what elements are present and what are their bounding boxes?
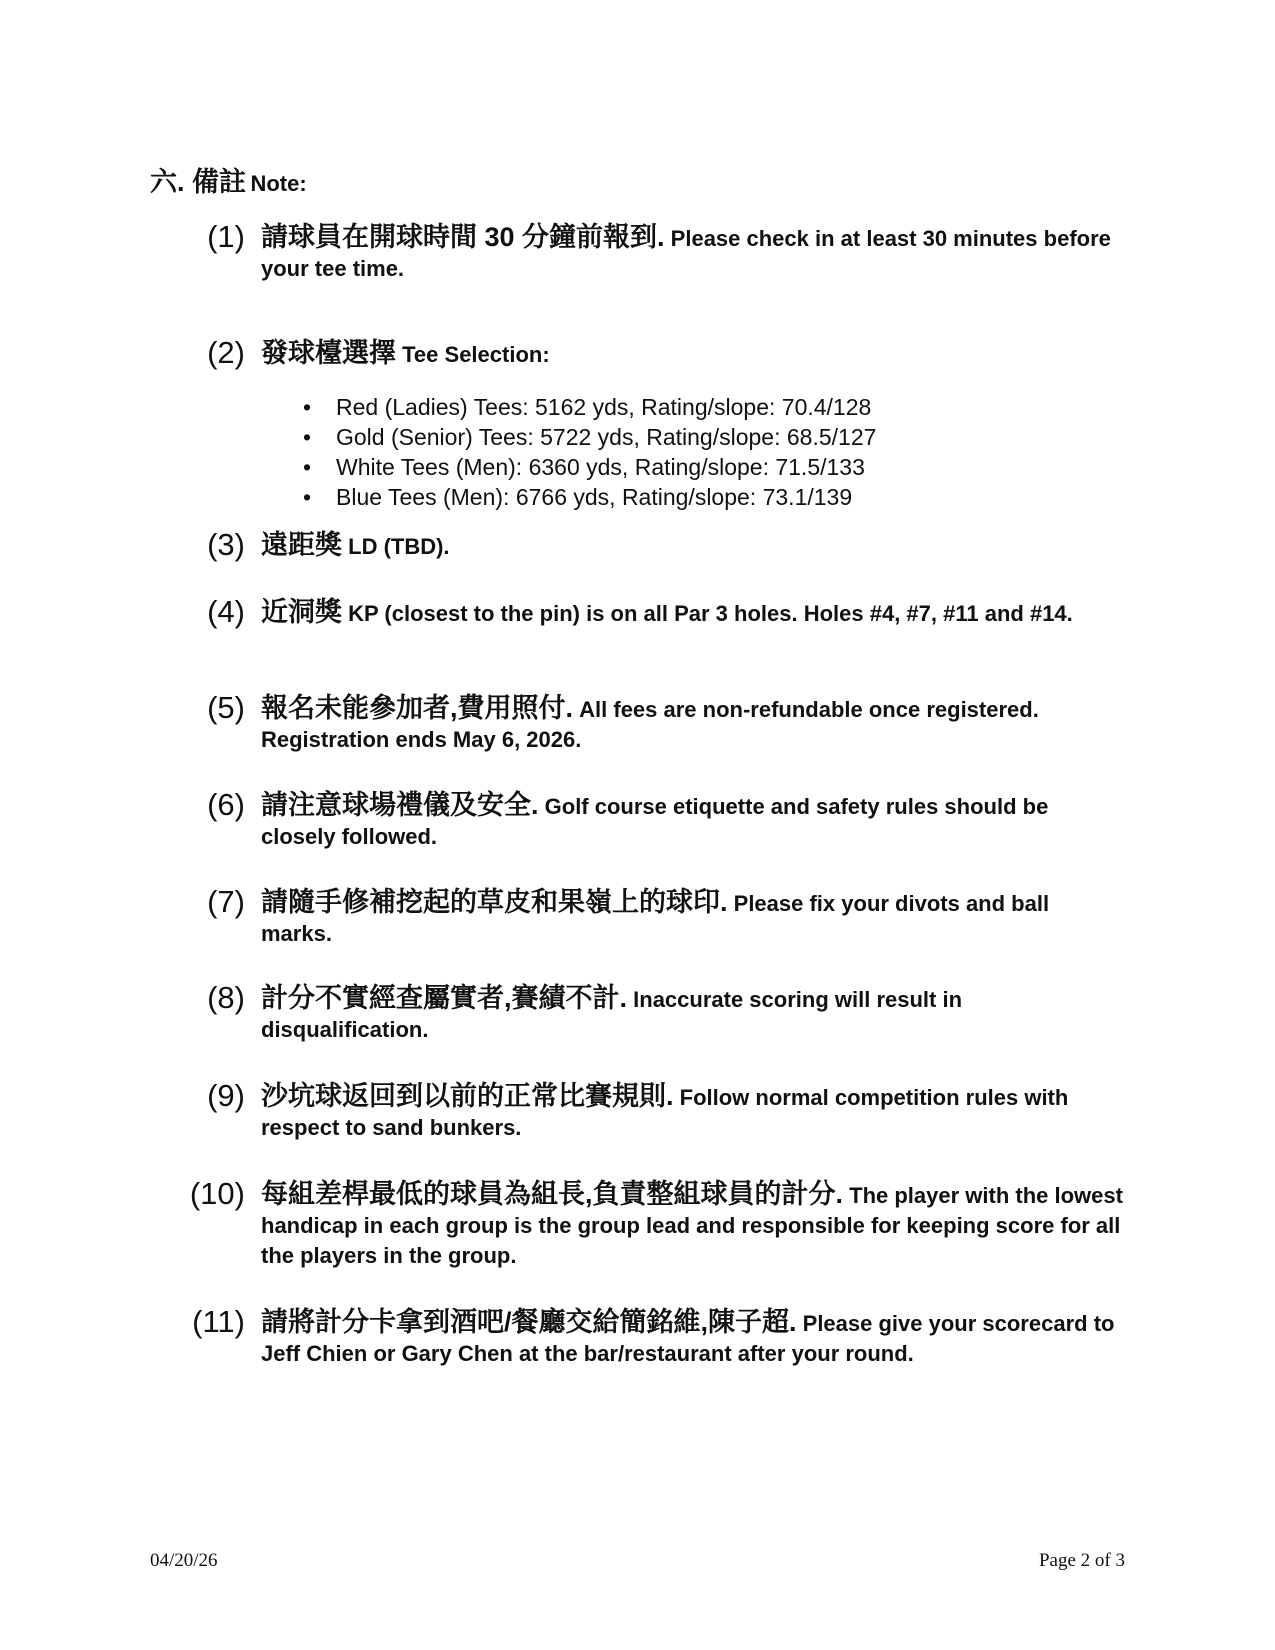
note-number: (9) bbox=[207, 1078, 245, 1113]
footer-page-number: Page 2 of 3 bbox=[1038, 1550, 1125, 1571]
tee-text: Red (Ladies) Tees: 5162 yds, Rating/slope: 70.4/128 bbox=[336, 394, 872, 420]
section-heading bbox=[150, 160, 307, 199]
note-text-zh: 請隨手修補挖起的草皮和果嶺上的球印. bbox=[261, 887, 728, 917]
note-text-zh: 發球檯選擇 bbox=[261, 338, 396, 368]
bullet-icon: • bbox=[303, 394, 312, 420]
note-number: (10) bbox=[189, 1176, 245, 1211]
note-text-zh: 報名未能參加者,費用照付. bbox=[261, 693, 574, 723]
note-text-zh: 請將計分卡拿到酒吧/餐廳交給簡銘維,陳子超. bbox=[261, 1307, 797, 1337]
note-text-zh: 請注意球場禮儀及安全. bbox=[261, 790, 539, 820]
tee-list-item bbox=[303, 452, 876, 482]
note-text-zh: 計分不實經查屬實者,賽績不計. bbox=[261, 983, 628, 1013]
note-2 bbox=[185, 335, 1125, 370]
note-text-en: Inaccurate scoring will result in disqualification. bbox=[261, 987, 963, 1042]
tee-selection-list bbox=[303, 392, 876, 512]
note-6 bbox=[185, 787, 1125, 852]
bullet-icon: • bbox=[303, 454, 312, 480]
note-7 bbox=[185, 884, 1125, 949]
note-4 bbox=[185, 594, 1125, 629]
note-8 bbox=[185, 980, 1125, 1045]
note-text-en: Please give your scorecard to Jeff Chien or Gary Chen at the bar/restaurant after your round. bbox=[261, 1311, 1115, 1366]
bullet-icon: • bbox=[303, 484, 312, 510]
note-text-en: Please check in at least 30 minutes before your tee time. bbox=[261, 226, 1111, 281]
note-text-en: KP (closest to the pin) is on all Par 3 holes. Holes #4, #7, #11 and #14. bbox=[348, 601, 1073, 626]
note-11 bbox=[185, 1304, 1125, 1369]
note-text bbox=[261, 983, 1125, 1045]
tee-list-item bbox=[303, 422, 876, 452]
note-number: (5) bbox=[207, 690, 245, 725]
note-1 bbox=[185, 219, 1125, 284]
note-text-zh: 請球員在開球時間 30 分鐘前報到. bbox=[261, 222, 665, 252]
note-text-en: Tee Selection: bbox=[402, 342, 550, 367]
note-text-en: All fees are non-refundable once registered. Registration ends May 6, 2026. bbox=[261, 697, 1039, 752]
note-text-en: Golf course etiquette and safety rules should be closely followed. bbox=[261, 794, 1049, 849]
tee-text: Gold (Senior) Tees: 5722 yds, Rating/slope: 68.5/127 bbox=[336, 424, 877, 450]
note-text-zh: 近洞獎 bbox=[261, 597, 342, 627]
note-number: (8) bbox=[207, 980, 245, 1015]
note-number: (4) bbox=[207, 594, 245, 629]
bullet-icon: • bbox=[303, 424, 312, 450]
note-text bbox=[261, 338, 1125, 370]
note-text bbox=[261, 1307, 1125, 1369]
section-heading-en: Note: bbox=[250, 171, 307, 196]
tee-text: White Tees (Men): 6360 yds, Rating/slope: 71.5/133 bbox=[336, 454, 865, 480]
section-heading-zh: 六. 備註 bbox=[150, 167, 247, 197]
note-10 bbox=[185, 1176, 1125, 1271]
note-text-zh: 遠距獎 bbox=[261, 530, 342, 560]
note-number: (1) bbox=[207, 219, 245, 254]
tee-text: Blue Tees (Men): 6766 yds, Rating/slope: 73.1/139 bbox=[336, 484, 853, 510]
note-text bbox=[261, 1081, 1125, 1143]
note-text bbox=[261, 693, 1125, 755]
note-number: (3) bbox=[207, 527, 245, 562]
note-5 bbox=[185, 690, 1125, 755]
note-text-zh: 沙坑球返回到以前的正常比賽規則. bbox=[261, 1081, 674, 1111]
note-text bbox=[261, 887, 1125, 949]
note-number: (6) bbox=[207, 787, 245, 822]
note-text bbox=[261, 790, 1125, 852]
note-text-en: LD (TBD). bbox=[348, 534, 450, 559]
note-text-en: Please fix your divots and ball marks. bbox=[261, 891, 1050, 946]
note-text bbox=[261, 222, 1125, 284]
note-3 bbox=[185, 527, 1125, 562]
note-text bbox=[261, 1179, 1125, 1271]
tee-list-item bbox=[303, 482, 876, 512]
tee-list-item bbox=[303, 392, 876, 422]
note-number: (11) bbox=[192, 1304, 245, 1339]
footer-date: 04/20/26 bbox=[150, 1550, 218, 1571]
note-number: (2) bbox=[207, 335, 245, 370]
note-text-en: Follow normal competition rules with respect to sand bunkers. bbox=[261, 1085, 1069, 1140]
note-text bbox=[261, 530, 1125, 562]
note-9 bbox=[185, 1078, 1125, 1143]
note-text-en: The player with the lowest handicap in each group is the group lead and responsible for keeping score for all the players in the group. bbox=[261, 1183, 1123, 1268]
note-text bbox=[261, 597, 1125, 629]
note-number: (7) bbox=[207, 884, 245, 919]
note-text-zh: 每組差桿最低的球員為組長,負責整組球員的計分. bbox=[261, 1179, 844, 1209]
